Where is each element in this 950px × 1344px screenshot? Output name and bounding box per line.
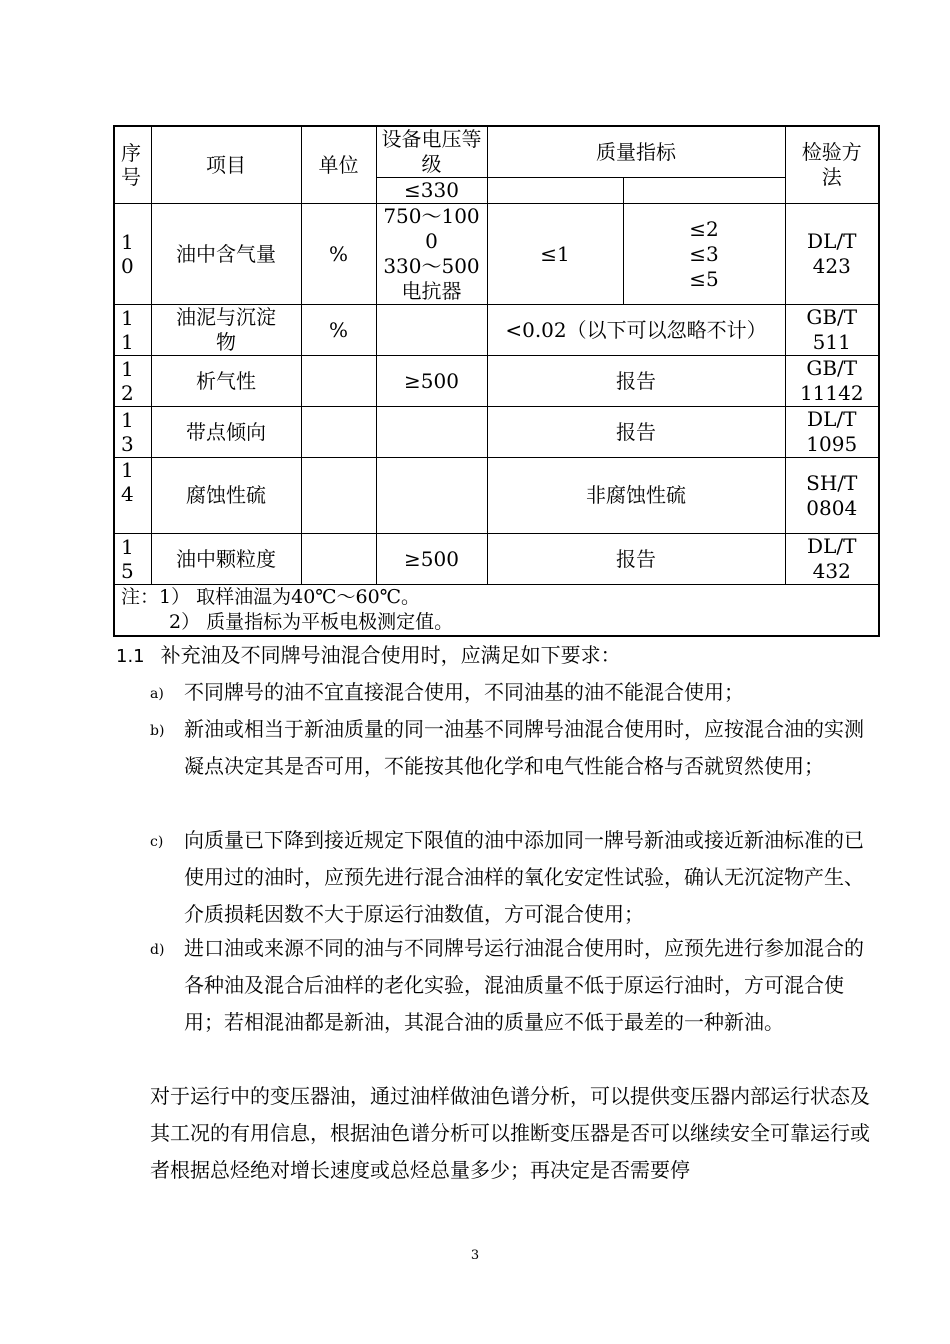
row-unit [301,534,376,585]
row-item: 带点倾向 [151,407,301,458]
row-quality: <0.02（以下可以忽略不计） [487,305,785,356]
row-unit [301,407,376,458]
list-marker: d) [150,942,165,958]
table-row [114,534,879,585]
list-text: 不同牌号的油不宜直接混合使用，不同油基的油不能混合使用； [184,680,744,704]
row-method: GB/T 511 [785,305,879,356]
list-item [150,822,880,933]
body-paragraph: 对于运行中的变压器油，通过油样做油色谱分析，可以提供变压器内部运行状态及其工况的有用信息，根据油色谱分析可以推断变压器是否可以继续安全可靠运行或者根据总烃绝对增长速度或总烃总量多少；再决定是否需要停 [150,1084,870,1182]
row-item: 油泥与沉淀 物 [151,305,301,356]
row-quality-1: ≤1 [487,204,623,305]
row-seq: 1 0 [114,204,151,305]
section-number: 1.1 [116,646,145,667]
section-title: 补充油及不同牌号油混合使用时，应满足如下要求： [160,643,621,667]
row-method: GB/T 11142 [785,356,879,407]
header-item: 项目 [151,126,301,204]
list-marker: a) [150,686,164,702]
section-heading [116,640,621,672]
row-method: DL/T 423 [785,204,879,305]
row-seq: 1 2 [114,356,151,407]
table-row [114,356,879,407]
row-method: SH/T 0804 [785,458,879,534]
row-seq: 1 3 [114,407,151,458]
row-item: 腐蚀性硫 [151,458,301,534]
header-voltage-sub: ≤330 [376,178,487,204]
row-unit: % [301,305,376,356]
list-item [150,711,880,785]
list-text: 新油或相当于新油质量的同一油基不同牌号油混合使用时，应按混合油的实测凝点决定其是否可用，不能按其他化学和电气性能合格与否就贸然使用； [184,717,864,778]
row-quality: 非腐蚀性硫 [487,458,785,534]
table-row [114,407,879,458]
note-1: 注：1） 取样油温为40℃～60℃。 [121,586,420,608]
row-method: DL/T 432 [785,534,879,585]
row-unit [301,458,376,534]
row-method: DL/T 1095 [785,407,879,458]
row-item: 油中含气量 [151,204,301,305]
page-number: 3 [470,1248,480,1263]
header-quality-b [623,178,785,204]
row-voltage [376,305,487,356]
list-item [150,674,880,711]
row-voltage [376,407,487,458]
row-quality: 报告 [487,534,785,585]
list-item [150,930,880,1041]
table-row [114,204,879,305]
list-text: 向质量已下降到接近规定下限值的油中添加同一牌号新油或接近新油标准的已使用过的油时，应预先进行混合油样的氧化安定性试验，确认无沉淀物产生、介质损耗因数不大于原运行油数值，方可混合使用； [184,828,864,926]
row-voltage: ≥500 [376,356,487,407]
list-marker: b) [150,723,165,739]
row-voltage: 750～100 0 330～500 电抗器 [376,204,487,305]
header-quality: 质量指标 [487,126,785,178]
table-row [114,305,879,356]
row-quality: 报告 [487,407,785,458]
row-voltage [376,458,487,534]
row-seq: 1 1 [114,305,151,356]
row-seq: 1 4 [114,458,151,534]
row-item: 油中颗粒度 [151,534,301,585]
row-unit: % [301,204,376,305]
header-quality-a [487,178,623,204]
table-notes [114,585,879,637]
list-marker: c) [150,834,164,850]
table-row [114,458,879,534]
list-text: 进口油或来源不同的油与不同牌号运行油混合使用时，应预先进行参加混合的各种油及混合后油样的老化实验，混油质量不低于原运行油时，方可混合使用；若相混油都是新油，其混合油的质量应不低于最差的一种新油。 [184,936,864,1034]
row-voltage: ≥500 [376,534,487,585]
header-method: 检验方 法 [785,126,879,204]
row-seq: 1 5 [114,534,151,585]
row-quality: 报告 [487,356,785,407]
header-voltage: 设备电压等级 [376,126,487,178]
row-quality-2: ≤2 ≤3 ≤5 [623,204,785,305]
quality-table [113,125,880,637]
header-unit: 单位 [301,126,376,204]
note-2: 2） 质量指标为平板电极测定值。 [169,611,454,633]
row-unit [301,356,376,407]
row-item: 析气性 [151,356,301,407]
header-seq: 序 号 [114,126,151,204]
